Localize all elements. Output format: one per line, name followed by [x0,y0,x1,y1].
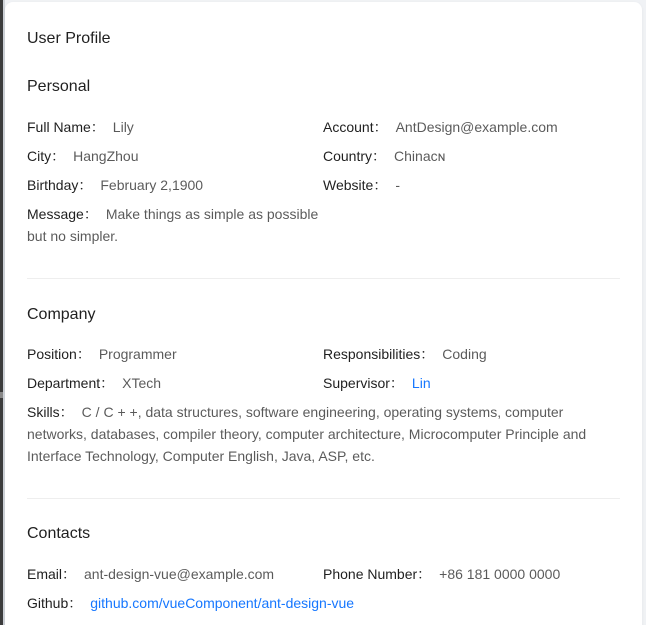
value-account: AntDesign@example.com [395,119,558,135]
label-birthday: Birthday [27,177,79,193]
divider [27,498,620,499]
colon: ： [83,206,98,222]
value-message: Make things as simple as possible [105,206,319,222]
label-message: Message [27,206,84,222]
field-department [27,372,323,394]
github-link[interactable]: github.com/vueComponent/ant-design-vue [90,595,355,611]
label-website: Website [323,177,374,193]
colon: ： [389,375,404,391]
label-city: City [27,148,52,164]
field-phone [323,563,620,585]
label-supervisor: Supervisor [323,375,390,391]
colon: ： [78,177,93,193]
value-website: - [395,177,400,193]
field-full-name [27,116,323,138]
colon: ： [68,595,83,611]
value-birthday: February 2,1900 [100,177,204,193]
colon: ： [76,346,91,362]
value-skills-3: Interface Technology, Computer English, Java, ASP, etc. [27,448,375,464]
colon: ： [59,404,74,420]
value-responsibilities: Coding [442,346,487,362]
page-title: User Profile [27,30,111,47]
field-email [27,563,323,585]
colon: ： [90,119,105,135]
message-line-1 [27,203,323,225]
colon: ： [417,566,432,582]
label-github: Github [27,595,69,611]
colon: ： [100,375,115,391]
label-country: Country [323,148,373,164]
label-account: Account [323,119,374,135]
field-city [27,145,323,167]
label-email: Email [27,566,63,582]
field-website [323,174,620,196]
divider [27,278,620,279]
colon: ： [372,148,387,164]
label-department: Department [27,375,101,391]
left-edge-tick [0,392,3,398]
value-position: Programmer [98,346,177,362]
field-position [27,343,323,365]
field-birthday [27,174,323,196]
field-skills [27,401,620,467]
field-github [27,592,620,614]
message-line-2 [27,225,323,247]
colon: ： [62,566,77,582]
colon: ： [373,177,388,193]
label-position: Position [27,346,77,362]
skills-line-1 [27,401,620,423]
value-country: Chinaᴄɴ [394,148,446,164]
value-city: HangZhou [73,148,139,164]
value-department: XTech [122,375,162,391]
field-responsibilities [323,343,620,365]
colon: ： [420,346,435,362]
value-phone: +86 181 0000 0000 [439,566,561,582]
section-title-company: Company [27,306,96,323]
field-supervisor [323,372,620,394]
value-full-name: Lily [112,119,134,135]
skills-line-2 [27,423,620,445]
skills-line-3 [27,445,620,467]
value-skills-2: networks, databases, compiler theory, computer architecture, Microcomputer Principle and [27,426,587,442]
section-title-personal: Personal [27,78,91,95]
section-title-contacts: Contacts [27,525,91,542]
colon: ： [373,119,388,135]
field-message [27,203,323,247]
profile-card [5,2,642,625]
label-skills: Skills [27,404,60,420]
label-responsibilities: Responsibilities [323,346,421,362]
value-email: ant-design-vue@example.com [84,566,275,582]
label-phone: Phone Number [323,566,418,582]
value-skills-1: C / C + +, data structures, software engineering, operating systems, computer [81,404,564,420]
field-account [323,116,620,138]
supervisor-link[interactable]: Lin [411,375,431,391]
colon: ： [51,148,66,164]
label-full-name: Full Name [27,119,91,135]
value-message-cont: but no simpler. [27,228,119,244]
field-country [323,145,620,167]
